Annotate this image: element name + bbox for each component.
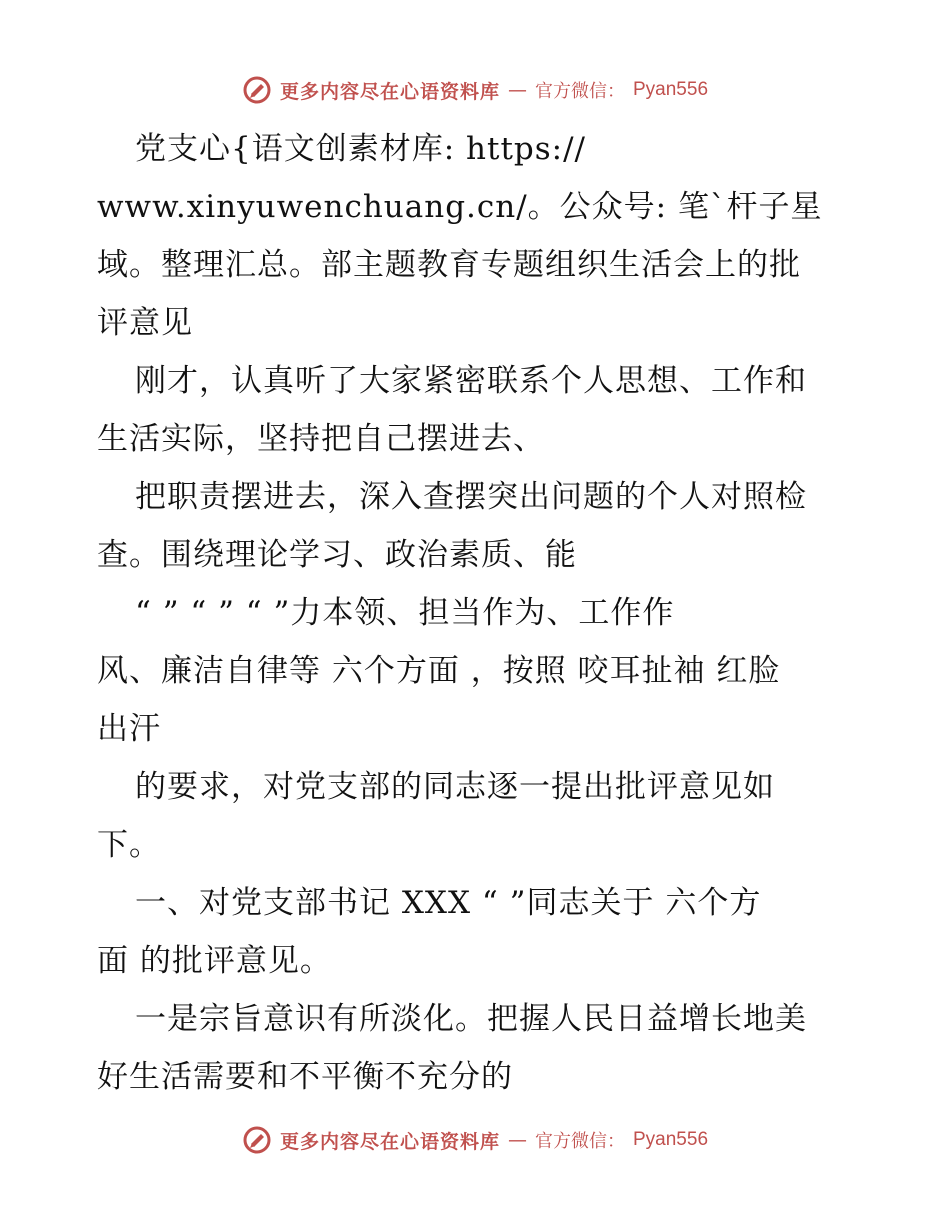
text-line: 出汗 bbox=[97, 711, 161, 747]
text-line: 查。围绕理论学习、政治素质、能 bbox=[97, 537, 577, 573]
logo-icon bbox=[242, 1125, 272, 1155]
text-line: 生活实际，坚持把自己摆进去、 bbox=[97, 421, 545, 457]
banner-main-text: 更多内容尽在心语资料库 bbox=[279, 80, 500, 103]
banner-wechat-label: 官方微信： bbox=[535, 1131, 625, 1152]
text-line: 一、对党支部书记 XXX “ ”同志关于 六个方 bbox=[135, 885, 762, 921]
text-line: 把职责摆进去，深入查摆突出问题的个人对照检 bbox=[135, 479, 807, 515]
banner-dash: — bbox=[508, 1129, 527, 1151]
logo-icon bbox=[242, 75, 272, 105]
banner-dash: — bbox=[508, 79, 527, 101]
text-line: 好生活需要和不平衡不充分的 bbox=[97, 1059, 513, 1095]
banner-wechat-label: 官方微信： bbox=[535, 81, 625, 102]
banner-main-text: 更多内容尽在心语资料库 bbox=[279, 1130, 500, 1153]
text-line: 域。整理汇总。部主题教育专题组织生活会上的批 bbox=[97, 247, 801, 283]
text-line: 一是宗旨意识有所淡化。把握人民日益增长地美 bbox=[135, 1001, 807, 1037]
text-line: 下。 bbox=[97, 827, 161, 863]
footer-banner bbox=[0, 1120, 950, 1160]
text-line: 评意见 bbox=[97, 305, 193, 341]
text-line: 刚才，认真听了大家紧密联系个人思想、工作和 bbox=[135, 363, 807, 399]
text-line: 风、廉洁自律等 六个方面 ，按照 咬耳扯袖 红脸 bbox=[97, 653, 781, 689]
text-line: “ ” “ ” “ ”力本领、担当作为、工作作 bbox=[135, 595, 675, 631]
banner-wechat-id: Pyan556 bbox=[633, 1129, 709, 1150]
text-line: 党支心{语文创素材库: https:// bbox=[135, 131, 586, 167]
header-banner bbox=[0, 70, 950, 110]
text-line: www.xinyuwenchuang.cn/。公众号: 笔`杆子星 bbox=[97, 189, 823, 225]
text-line: 的要求，对党支部的同志逐一提出批评意见如 bbox=[135, 769, 775, 805]
text-line: 面 的批评意见。 bbox=[97, 943, 332, 979]
banner-wechat-id: Pyan556 bbox=[633, 79, 709, 100]
document-body bbox=[97, 120, 857, 1106]
